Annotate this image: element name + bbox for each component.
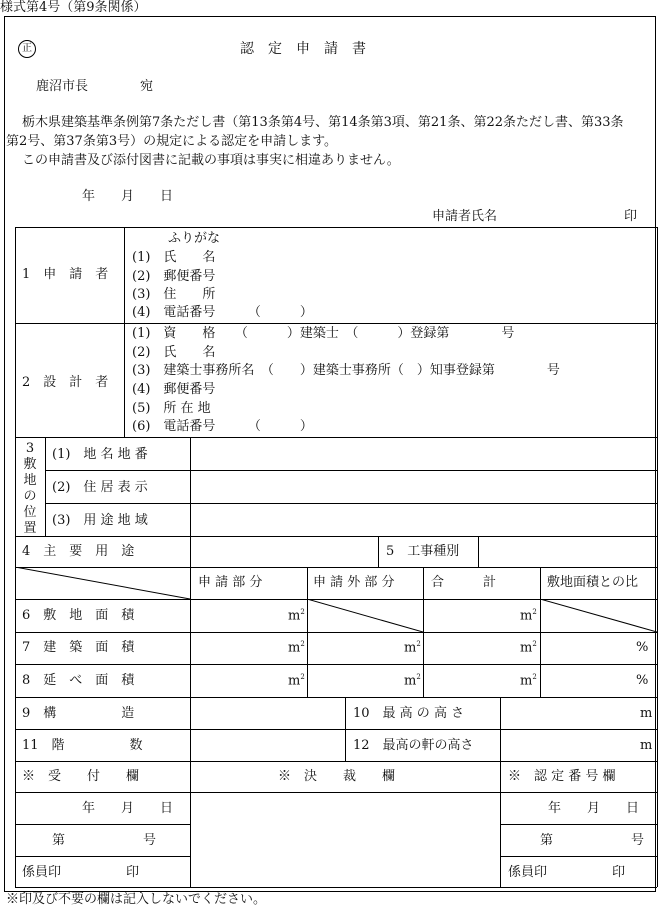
- applicant-name-label: 申請者氏名: [432, 209, 498, 224]
- row-12-label: 12 最高の軒の高さ: [353, 738, 474, 753]
- row-8-percent: %: [636, 673, 649, 688]
- cert-number: 第 号: [540, 833, 645, 848]
- header-requested-part: 申 請 部 分: [198, 575, 263, 590]
- receipt-column-header: ※ 受 付 欄: [22, 769, 140, 784]
- section-3-label: 3敷地の位置: [23, 441, 37, 536]
- row-6-label: 6 敷 地 面 積: [22, 608, 135, 623]
- section-2-label: 2 設 計 者: [22, 375, 109, 390]
- row-10-unit: m: [640, 706, 653, 721]
- cert-staff-seal: 係員印 印: [508, 865, 626, 880]
- row-6-ratio-diagonal: [540, 599, 657, 632]
- section-1-row: ふりがな: [168, 231, 221, 246]
- row-5-label: 5 工事種別: [386, 544, 460, 559]
- addressee: 鹿沼市長 宛: [36, 79, 154, 94]
- certification-column-header: ※ 認 定 番 号 欄: [508, 769, 616, 784]
- section-2-row: (4) 郵便番号: [132, 382, 216, 397]
- row-7-other-unit: $m^2$: [404, 640, 421, 656]
- original-stamp-icon: 正: [18, 40, 36, 58]
- section-1-row: (2) 郵便番号: [132, 269, 216, 284]
- row-7-label: 7 建 築 面 積: [22, 640, 135, 655]
- body-line-3: この申請書及び添付図書に記載の事項は事実に相違ありません。: [22, 153, 400, 168]
- cert-date: 年 月 日: [548, 801, 640, 816]
- row-8-other-unit: $m^2$: [404, 673, 421, 689]
- decision-column-header: ※ 決 裁 欄: [278, 769, 396, 784]
- header-diagonal: [15, 567, 191, 599]
- section-2-row: (5) 所 在 地: [132, 401, 211, 416]
- row-8-total-unit: $m^2$: [520, 673, 537, 689]
- row-10-label: 10 最 高 の 高 さ: [353, 706, 465, 721]
- row-6-diagonal: [307, 599, 423, 632]
- section-2-row: (3) 建築士事務所名 （ ）建築士事務所（ ）知事登録第 号: [132, 363, 560, 378]
- section-2-row: (6) 電話番号 （ ）: [132, 419, 313, 434]
- form-number: 様式第4号（第9条関係）: [0, 0, 147, 15]
- row-7-total-unit: $m^2$: [520, 640, 537, 656]
- section-3-row: (1) 地 名 地 番: [52, 447, 148, 462]
- section-1-row: (1) 氏 名: [132, 250, 216, 265]
- section-2-row: (2) 氏 名: [132, 345, 216, 360]
- application-date: 年 月 日: [82, 189, 174, 204]
- row-4-label: 4 主 要 用 途: [22, 544, 135, 559]
- page-title: 認 定 申 請 書: [240, 41, 366, 57]
- body-line-2: 第2号、第37条第3号）の規定による認定を申請します。: [6, 134, 338, 149]
- section-2-row: (1) 資 格 （ ）建築士 （ ）登録第 号: [132, 326, 515, 341]
- header-site-ratio: 敷地面積との比: [547, 575, 639, 590]
- applicant-seal: 印: [624, 209, 638, 224]
- footer-note: ※印及び不要の欄は記入しないでください。: [6, 892, 267, 907]
- row-11-label: 11 階 数: [22, 738, 143, 753]
- receipt-number: 第 号: [52, 833, 157, 848]
- row-7-percent: %: [636, 640, 649, 655]
- receipt-staff-seal: 係員印 印: [22, 865, 140, 880]
- row-7-unit: $m^2$: [288, 640, 305, 656]
- section-1-row: (4) 電話番号 （ ）: [132, 305, 313, 320]
- row-9-label: 9 構 造: [22, 706, 135, 721]
- body-line-1: 栃木県建築基準条例第7条ただし書（第13条第4号、第14条第3項、第21条、第22条ただし書、第33条: [22, 115, 624, 130]
- row-12-unit: m: [640, 738, 653, 753]
- row-6-total-unit: $m^2$: [520, 608, 537, 624]
- row-8-unit: $m^2$: [288, 673, 305, 689]
- section-3-row: (3) 用 途 地 域: [52, 513, 148, 528]
- row-6-unit: $m^2$: [288, 608, 305, 624]
- section-1-label: 1 申 請 者: [22, 267, 109, 282]
- receipt-date: 年 月 日: [82, 801, 174, 816]
- section-3-row: (2) 住 居 表 示: [52, 480, 148, 495]
- header-total: 合 計: [431, 575, 497, 590]
- header-other-part: 申 請 外 部 分: [313, 575, 395, 590]
- section-1-row: (3) 住 所: [132, 287, 216, 302]
- row-8-label: 8 延 べ 面 積: [22, 673, 135, 688]
